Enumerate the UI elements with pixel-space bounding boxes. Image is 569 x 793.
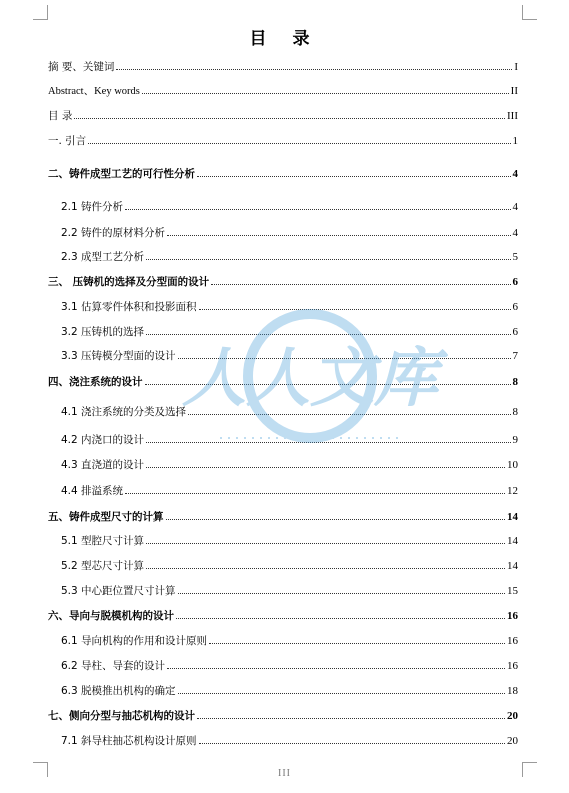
toc-dot-leader (199, 743, 505, 744)
toc-entry[interactable] (48, 275, 518, 289)
toc-entry[interactable] (61, 405, 518, 419)
toc-entry-page: 18 (507, 685, 518, 697)
toc-entry[interactable] (48, 709, 518, 723)
toc-dot-leader (125, 493, 505, 494)
toc-dot-leader (209, 643, 505, 644)
toc-dot-leader (197, 176, 511, 177)
toc-dot-leader (167, 235, 510, 236)
toc-dot-leader (211, 284, 510, 285)
toc-entry-page: 1 (512, 135, 518, 147)
toc-entry[interactable] (61, 250, 518, 264)
toc-entry[interactable] (48, 134, 518, 148)
toc-dot-leader (142, 93, 509, 94)
toc-entry-page: 16 (507, 635, 518, 647)
toc-entry[interactable] (61, 584, 518, 598)
toc-entry[interactable] (61, 684, 518, 698)
toc-entry[interactable] (61, 634, 518, 648)
toc-entry[interactable] (48, 167, 518, 181)
toc-entry-label: 目 录 (48, 110, 73, 122)
toc-entry-label: Abstract、Key words (48, 86, 140, 97)
toc-dot-leader (178, 593, 505, 594)
crop-mark-top-left (33, 5, 48, 20)
toc-entry-page: 5 (512, 251, 518, 263)
toc-dot-leader (146, 334, 510, 335)
toc-entry-page: 10 (507, 459, 518, 471)
toc-entry-label: 三、 压铸机的选择及分型面的设计 (48, 276, 210, 288)
toc-entry[interactable] (61, 484, 518, 498)
toc-entry-page: 16 (507, 610, 518, 622)
toc-entry-label: 4.3 直浇道的设计 (61, 459, 145, 471)
toc-entry-label: 3.1 估算零件体积和投影面积 (61, 301, 197, 313)
toc-dot-leader (146, 259, 510, 260)
toc-entry-label: 3.2 压铸机的选择 (61, 326, 145, 338)
page-number: III (278, 768, 291, 779)
toc-entry-page: 6 (512, 276, 518, 288)
toc-entry-page: II (510, 85, 518, 97)
toc-dot-leader (125, 209, 510, 210)
toc-entry-label: 六、导向与脱模机构的设计 (48, 610, 174, 622)
toc-entry-label: 5.1 型腔尺寸计算 (61, 535, 145, 547)
toc-entry-label: 4.4 排溢系统 (61, 485, 124, 497)
toc-entry-page: 14 (507, 511, 518, 523)
toc-entry[interactable] (61, 200, 518, 214)
toc-entry-label: 7.1 斜导柱抽芯机构设计原则 (61, 735, 197, 747)
toc-entry-label: 2.3 成型工艺分析 (61, 251, 145, 263)
toc-dot-leader (88, 143, 510, 144)
toc-entry-label: 七、侧向分型与抽芯机构的设计 (48, 710, 195, 722)
toc-entry-page: 16 (507, 660, 518, 672)
toc-dot-leader (146, 568, 505, 569)
toc-entry-page: 4 (512, 227, 518, 239)
toc-dot-leader (145, 384, 511, 385)
toc-dot-leader (146, 543, 505, 544)
toc-entry-label: 五、铸件成型尺寸的计算 (48, 511, 164, 523)
toc-entry-page: 6 (512, 326, 518, 338)
toc-entry-page: 6 (512, 301, 518, 313)
toc-dot-leader (178, 693, 505, 694)
toc-entry-label: 2.1 铸件分析 (61, 201, 124, 213)
toc-entry-label: 4.1 浇注系统的分类及选择 (61, 406, 187, 418)
toc-entry-page: 20 (507, 735, 518, 747)
toc-entry-page: 15 (507, 585, 518, 597)
toc-dot-leader (167, 668, 505, 669)
toc-entry[interactable] (61, 734, 518, 748)
toc-entry-page: 14 (507, 535, 518, 547)
toc-dot-leader (188, 414, 510, 415)
toc-entry-page: 14 (507, 560, 518, 572)
toc-entry[interactable] (61, 349, 518, 363)
toc-dot-leader (178, 358, 511, 359)
toc-entry-label: 摘 要、关键词 (48, 61, 115, 73)
toc-entry[interactable] (61, 300, 518, 314)
toc-entry-label: 二、铸件成型工艺的可行性分析 (48, 168, 195, 180)
toc-entry-label: 四、浇注系统的设计 (48, 376, 143, 388)
toc-dot-leader (176, 618, 505, 619)
toc-entry-label: 2.2 铸件的原材料分析 (61, 227, 166, 239)
toc-dot-leader (166, 519, 506, 520)
toc-entry[interactable] (48, 609, 518, 623)
toc-entry[interactable] (48, 84, 518, 99)
crop-mark-top-right (522, 5, 537, 20)
toc-dot-leader (199, 309, 511, 310)
toc-entry[interactable] (61, 433, 518, 447)
toc-entry-label: 6.3 脱模推出机构的确定 (61, 685, 176, 697)
toc-entry-page: 8 (512, 406, 518, 418)
toc-entry-page: I (514, 61, 518, 73)
toc-entry-label: 6.2 导柱、导套的设计 (61, 660, 166, 672)
toc-entry[interactable] (61, 226, 518, 240)
toc-entry-page: 4 (512, 168, 518, 180)
toc-entry-page: 4 (512, 201, 518, 213)
toc-entry-label: 5.2 型芯尺寸计算 (61, 560, 145, 572)
toc-dot-leader (197, 718, 505, 719)
toc-dot-leader (146, 442, 510, 443)
toc-entry-label: 一. 引言 (48, 135, 87, 147)
toc-dot-leader (116, 69, 512, 70)
toc-entry[interactable] (61, 534, 518, 548)
toc-entry[interactable] (48, 60, 518, 74)
toc-entry-label: 4.2 内浇口的设计 (61, 434, 145, 446)
toc-entry[interactable] (61, 325, 518, 339)
toc-dot-leader (146, 467, 505, 468)
toc-entry[interactable] (48, 375, 518, 389)
toc-entry-page: 12 (507, 485, 518, 497)
toc-entry[interactable] (61, 458, 518, 472)
toc-entry-page: 20 (507, 710, 518, 722)
toc-entry-label: 5.3 中心距位置尺寸计算 (61, 585, 176, 597)
toc-entry[interactable] (48, 510, 518, 524)
toc-entry[interactable] (61, 659, 518, 673)
toc-entry-label: 3.3 压铸模分型面的设计 (61, 350, 176, 362)
toc-entry-label: 6.1 导向机构的作用和设计原则 (61, 635, 208, 647)
toc-entry[interactable] (61, 559, 518, 573)
toc-entry-page: 8 (512, 376, 518, 388)
watermark-text: 人人文库 (182, 342, 438, 416)
toc-entry-page: III (507, 110, 518, 122)
page-title: 目 录 (249, 29, 320, 49)
toc-entry-page: 9 (512, 434, 518, 446)
toc-dot-leader (74, 118, 505, 119)
toc-entry[interactable] (48, 109, 518, 123)
toc-entry-page: 7 (512, 350, 518, 362)
